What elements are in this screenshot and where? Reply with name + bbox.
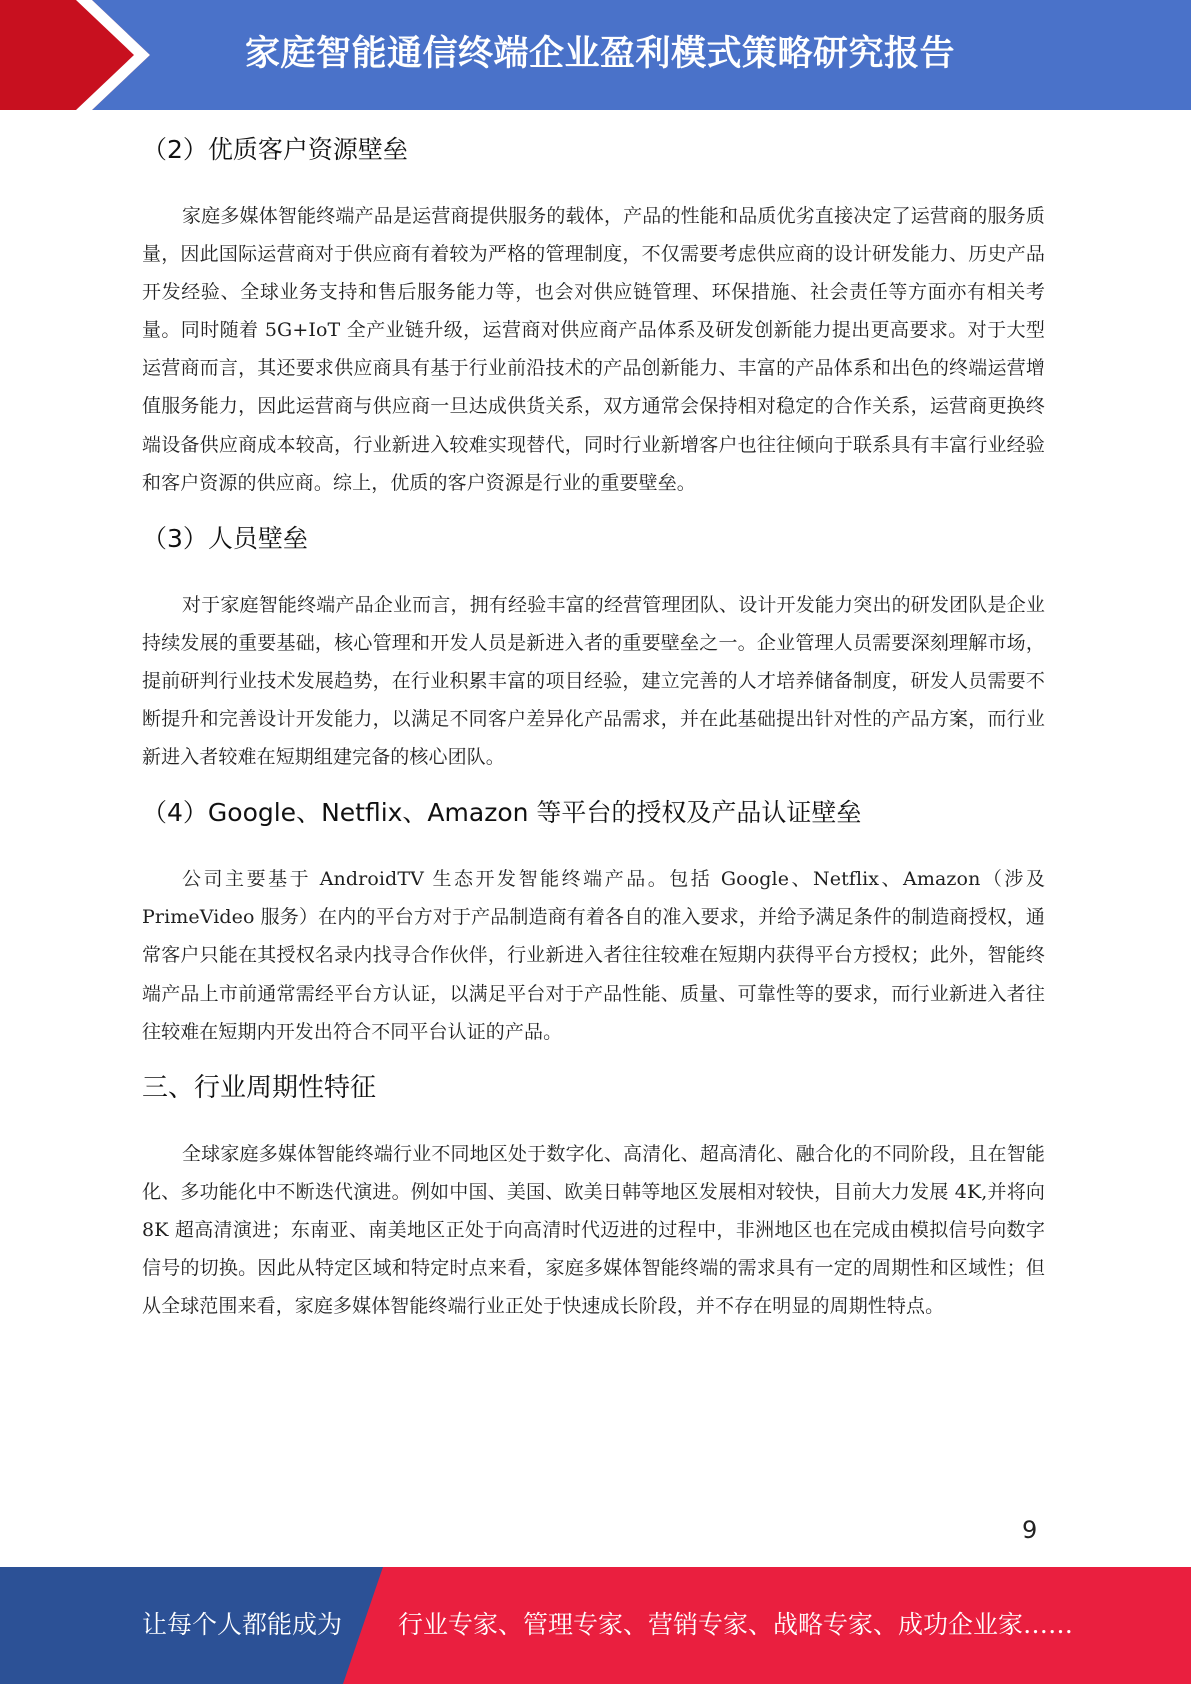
paragraph-personnel-barrier: 对于家庭智能终端产品企业而言，拥有经验丰富的经营管理团队、设计开发能力突出的研发团队是企业持续发展的重要基础，核心管理和开发人员是新进入者的重要壁垒之一。企业管理人员需要深刻理解市场，提前研判行业技术发展趋势，在行业积累丰富的项目经验，建立完善的人才培养储备制度，研发人员需要不断提升和完善设计开发能力，以满足不同客户差异化产品需求，并在此基础提出针对性的产品方案，而行业新进入者较难在短期组建完备的核心团队。: [142, 593, 1045, 769]
page-footer: [0, 1567, 1191, 1684]
footer-slogan-right: 行业专家、管理专家、营销专家、战略专家、成功企业家……: [398, 1610, 1074, 1639]
section-heading-customer-barrier: （2）优质客户资源壁垒: [142, 135, 408, 164]
paragraph-cyclicality: 全球家庭多媒体智能终端行业不同地区处于数字化、高清化、超高清化、融合化的不同阶段，且在智能化、多功能化中不断迭代演进。例如中国、美国、欧美日韩等地区发展相对较快，目前大力发展 4K,并将向 8K 超高清演进；东南亚、南美地区正处于向高清时代迈进的过程中，非洲地区也在完成由模拟信号向数字信号的切换。因此从特定区域和特定时点来看，家庭多媒体智能终端的需求具有一定的周期性和区域性；但从全球范围来看，家庭多媒体智能终端行业正处于快速成长阶段，并不存在明显的周期性特点。: [142, 1142, 1045, 1318]
page-number: 9: [1022, 1516, 1038, 1544]
footer-slogan-left: 让每个人都能成为: [142, 1610, 343, 1639]
paragraph-platform-barrier: 公司主要基于 AndroidTV 生态开发智能终端产品。包括 Google、Netflix、Amazon（涉及 PrimeVideo 服务）在内的平台方对于产品制造商有着各自的准入要求，并给予满足条件的制造商授权，通常客户只能在其授权名录内找寻合作伙伴，行业新进入者往往较难在短期内获得平台方授权；此外，智能终端产品上市前通常需经平台方认证，以满足平台对于产品性能、质量、可靠性等的要求，而行业新进入者往往较难在短期内开发出符合不同平台认证的产品。: [142, 868, 1045, 1043]
header-title: 家庭智能通信终端企业盈利模式策略研究报告: [245, 34, 956, 74]
paragraph-customer-barrier: 家庭多媒体智能终端产品是运营商提供服务的载体，产品的性能和品质优劣直接决定了运营商的服务质量，因此国际运营商对于供应商有着较为严格的管理制度，不仅需要考虑供应商的设计研发能力、历史产品开发经验、全球业务支持和售后服务能力等，也会对供应链管理、环保措施、社会责任等方面亦有相关考量。同时随着 5G+IoT 全产业链升级，运营商对供应商产品体系及研发创新能力提出更高要求。对于大型运营商而言，其还要求供应商具有基于行业前沿技术的产品创新能力、丰富的产品体系和出色的终端运营增值服务能力，因此运营商与供应商一旦达成供货关系，双方通常会保持相对稳定的合作关系，运营商更换终端设备供应商成本较高，行业新进入较难实现替代，同时行业新增客户也往往倾向于联系具有丰富行业经验和客户资源的供应商。综上，优质的客户资源是行业的重要壁垒。: [142, 205, 1045, 494]
section-heading-cyclicality: 三、行业周期性特征: [142, 1072, 377, 1103]
page-header: [0, 0, 1191, 110]
document-body: [142, 124, 1045, 1336]
section-heading-platform-barrier: （4）Google、Netflix、Amazon 等平台的授权及产品认证壁垒: [142, 798, 862, 828]
section-heading-personnel-barrier: （3）人员壁垒: [142, 523, 308, 553]
